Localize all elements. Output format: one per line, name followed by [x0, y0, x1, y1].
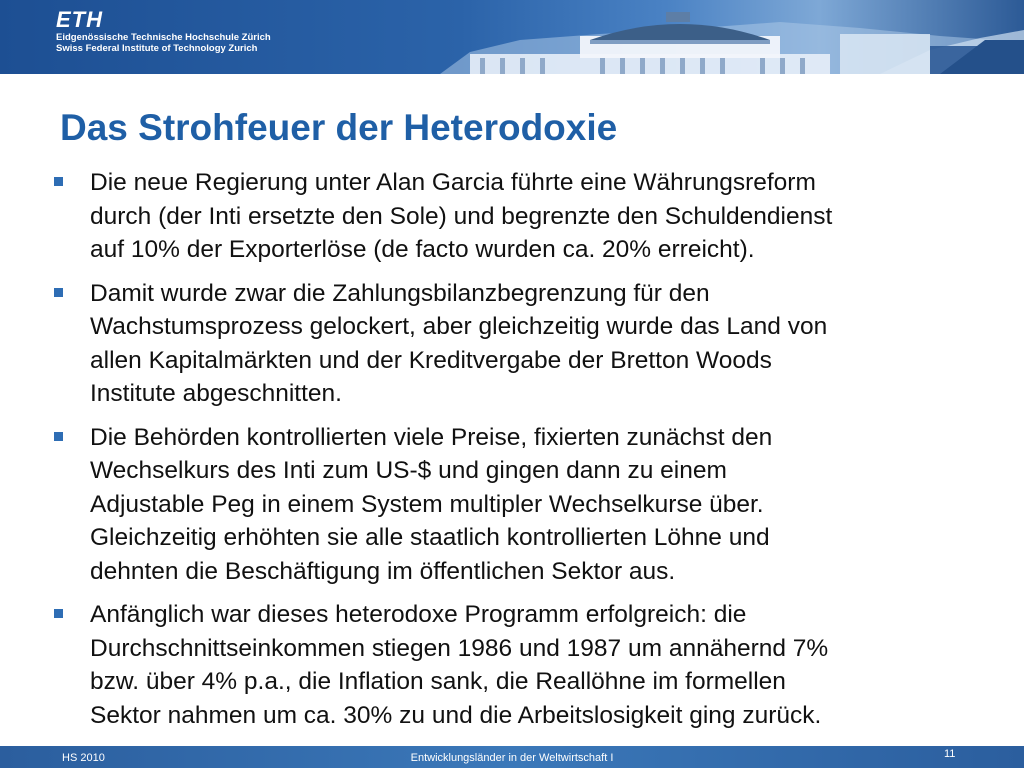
bullet-text: Damit wurde zwar die Zahlungsbilanzbegrenzung für den Wachstumsprozess gelockert, aber gleichzeitig wurde das Land von allen Kapitalmärkten und der Kreditvergabe der Bretton Woods Institute abgeschnitten. — [90, 279, 828, 407]
square-bullet-icon — [54, 609, 63, 618]
footer-bar — [0, 746, 1024, 768]
footer-semester: HS 2010 — [62, 752, 105, 764]
slide-title: Das Strohfeuer der Heterodoxie — [60, 107, 618, 148]
bullet-item — [54, 421, 984, 589]
square-bullet-icon — [54, 288, 63, 297]
eth-logo-line-english: Swiss Federal Institute of Technology Zurich — [56, 43, 258, 54]
eth-logo-mark: ETH — [56, 7, 103, 32]
square-bullet-icon — [54, 432, 63, 441]
eth-logo — [56, 8, 271, 54]
header-banner — [0, 0, 1024, 74]
bullet-text: Die Behörden kontrollierten viele Preise, fixierten zunächst den Wechselkurs des Inti zum US-$ und gingen dann zu einem Adjustable Peg in einem System multipler Wechselkurse über. Gleichzeitig erhöhten sie alle staatlich kontrollierten Löhne und dehnten die Beschäftigung im öffentlichen Sektor aus. — [90, 423, 773, 585]
bullet-item — [54, 277, 984, 411]
bullet-text: Anfänglich war dieses heterodoxe Programm erfolgreich: die Durchschnittseinkommen stiegen 1986 und 1987 um annähernd 7% bzw. über 4% p.a., die Inflation sank, die Reallöhne im formellen Sektor nahmen um ca. 30% zu und die Arbeitslosigkeit ging zurück. — [90, 601, 829, 729]
footer-course-title: Entwicklungsländer in der Weltwirtschaft I — [410, 752, 614, 764]
eth-logo-line-german: Eidgenössische Technische Hochschule Zürich — [56, 32, 271, 43]
square-bullet-icon — [54, 177, 63, 186]
page-number: 11 — [944, 748, 956, 760]
bullet-item — [54, 598, 984, 732]
bullet-text: Die neue Regierung unter Alan Garcia führte eine Währungsreform durch (der Inti ersetzte den Sole) und begrenzte den Schuldendienst auf 10% der Exporterlöse (de facto wurden ca. 20% erreicht). — [90, 169, 833, 263]
bullet-list — [54, 166, 984, 742]
bullet-item — [54, 166, 984, 267]
